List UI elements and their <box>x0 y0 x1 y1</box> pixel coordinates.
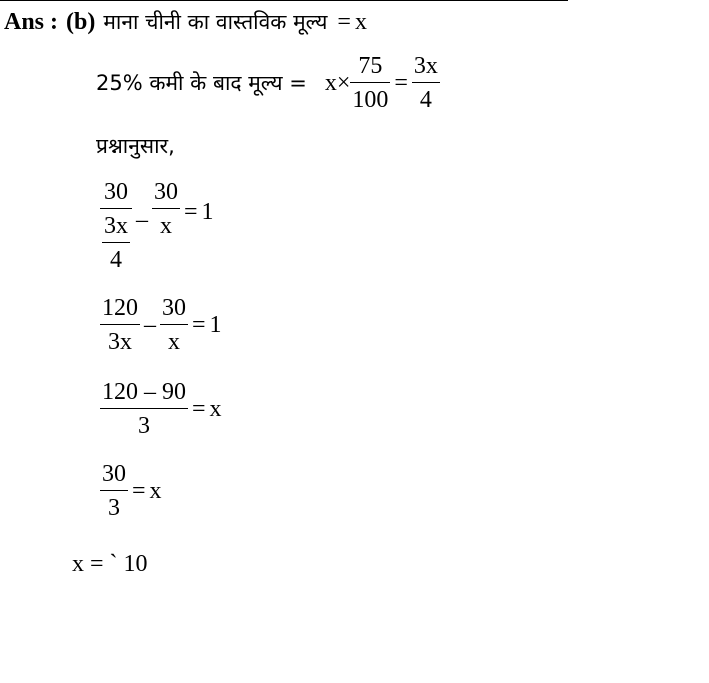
fraction-120-90-over-3 <box>100 380 188 438</box>
fraction-bar <box>100 324 140 325</box>
step3-equals: = <box>192 396 206 422</box>
fraction-bar <box>350 82 390 83</box>
according-line <box>96 136 175 157</box>
fraction-denominator: 4 <box>110 247 122 273</box>
fraction-30-x <box>152 180 180 238</box>
fraction-numerator: 3x <box>104 213 128 239</box>
step1-equation <box>100 180 214 272</box>
step4-equation <box>100 462 162 520</box>
step4-equals: = <box>132 478 146 504</box>
line2-x: x <box>324 70 337 96</box>
line1-text: माना चीनी का वास्तविक मूल्य <box>103 9 328 34</box>
fraction-bar <box>100 208 132 209</box>
fraction-numerator: 120 – 90 <box>102 379 186 405</box>
step1-minus: – <box>136 207 148 233</box>
line1-equals: = <box>337 9 351 35</box>
fraction-30-x <box>160 296 188 354</box>
step4-rhs: x <box>149 478 162 504</box>
line3-text: प्रश्नानुसार, <box>96 134 175 158</box>
fraction-numerator: 30 <box>102 461 126 487</box>
fraction-denominator: x <box>168 329 180 355</box>
fraction-30-3 <box>100 462 128 520</box>
step3-rhs: x <box>209 396 222 422</box>
fraction-denominator: 100 <box>352 87 389 113</box>
fraction-bar <box>152 208 180 209</box>
fraction-numerator: 30 <box>154 179 178 205</box>
fraction-numerator: 30 <box>104 179 128 205</box>
step3-equation <box>100 380 222 438</box>
step2-rhs: 1 <box>209 312 222 338</box>
fraction-denominator: 3 <box>108 495 120 521</box>
step1-rhs: 1 <box>201 199 214 225</box>
fraction-denominator: x <box>160 213 172 239</box>
step2-minus: – <box>144 312 156 338</box>
inner-fraction <box>102 214 130 272</box>
discount-line <box>96 54 440 112</box>
step2-equals: = <box>192 312 206 338</box>
answer-label: Ans : <box>4 9 59 35</box>
complex-fraction <box>100 180 132 272</box>
fraction-denominator: 3 <box>138 413 150 439</box>
line2-lhs: 25% कमी के बाद मूल्य = <box>96 70 307 95</box>
fraction-denominator <box>100 214 132 272</box>
line2-times: × <box>336 70 351 96</box>
fraction-numerator: 3x <box>413 53 438 79</box>
top-rule <box>0 0 568 1</box>
final-answer <box>72 552 148 576</box>
fraction-120-3x <box>100 296 140 354</box>
final-answer-text: x = ` 10 <box>72 551 148 577</box>
step1-equals: = <box>184 199 198 225</box>
fraction-bar <box>102 242 130 243</box>
fraction-75-100 <box>350 54 390 112</box>
fraction-numerator: 120 <box>102 295 138 321</box>
answer-line <box>4 10 367 34</box>
fraction-numerator: 75 <box>358 53 383 79</box>
fraction-numerator: 30 <box>162 295 186 321</box>
fraction-denominator: 3x <box>108 329 132 355</box>
line2-equals: = <box>394 70 408 96</box>
fraction-bar <box>100 490 128 491</box>
fraction-bar <box>412 82 440 83</box>
step2-equation <box>100 296 222 354</box>
answer-option: (b) <box>66 9 96 35</box>
fraction-denominator: 4 <box>419 87 432 113</box>
line1-rhs: x <box>354 9 367 35</box>
fraction-3x-4 <box>412 54 440 112</box>
fraction-bar <box>160 324 188 325</box>
fraction-bar <box>100 408 188 409</box>
